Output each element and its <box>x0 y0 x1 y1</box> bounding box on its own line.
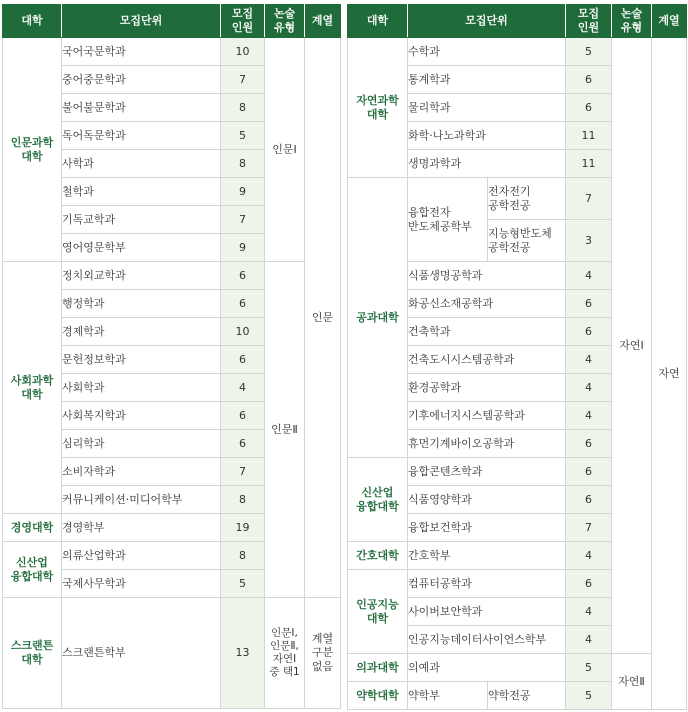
quota-cell: 5 <box>566 682 612 710</box>
quota-cell: 10 <box>221 38 265 66</box>
unit-cell: 불어불문학과 <box>62 94 221 122</box>
header-unit: 모집단위 <box>408 5 566 38</box>
quota-cell: 6 <box>221 402 265 430</box>
college-ai: 인공지능 대학 <box>348 570 408 654</box>
college-sinsaneop-left: 신산업 융합대학 <box>3 542 62 598</box>
unit-cell: 생명과학과 <box>408 150 566 178</box>
unit-cell: 기독교학과 <box>62 206 221 234</box>
quota-cell: 6 <box>566 458 612 486</box>
table-row <box>3 38 341 66</box>
header-quota: 모집 인원 <box>566 5 612 38</box>
college-scranton: 스크랜튼 대학 <box>3 598 62 709</box>
unit-cell: 사학과 <box>62 150 221 178</box>
quota-cell: 6 <box>221 430 265 458</box>
essay-type-inmun1: 인문Ⅰ <box>265 38 305 262</box>
college-uigwa: 의과대학 <box>348 654 408 682</box>
quota-cell: 6 <box>221 262 265 290</box>
unit-cell: 사회학과 <box>62 374 221 402</box>
left-admission-table <box>2 4 341 709</box>
unit-cell: 소비자학과 <box>62 458 221 486</box>
quota-cell: 11 <box>566 122 612 150</box>
quota-cell: 7 <box>221 206 265 234</box>
header-college: 대학 <box>348 5 408 38</box>
quota-cell: 7 <box>221 66 265 94</box>
unit-cell: 휴먼기계바이오공학과 <box>408 430 566 458</box>
quota-cell: 6 <box>221 290 265 318</box>
unit-cell: 커뮤니케이션·미디어학부 <box>62 486 221 514</box>
unit-cell: 식품생명공학과 <box>408 262 566 290</box>
unit-cell: 국어국문학과 <box>62 38 221 66</box>
unit-cell: 식품영양학과 <box>408 486 566 514</box>
quota-cell: 8 <box>221 542 265 570</box>
quota-cell: 5 <box>221 570 265 598</box>
unit-cell: 지능형반도체 공학전공 <box>488 220 566 262</box>
quota-cell: 4 <box>566 262 612 290</box>
unit-cell: 통계학과 <box>408 66 566 94</box>
unit-cell: 인공지능데이터사이언스학부 <box>408 626 566 654</box>
quota-cell: 13 <box>221 598 265 709</box>
header-quota: 모집 인원 <box>221 5 265 38</box>
header-essay: 논술 유형 <box>265 5 305 38</box>
unit-cell: 환경공학과 <box>408 374 566 402</box>
unit-cell: 화학·나노과학과 <box>408 122 566 150</box>
unit-cell: 정치외교학과 <box>62 262 221 290</box>
table-row <box>3 598 341 709</box>
track-scranton: 계열 구분 없음 <box>305 598 341 709</box>
unit-group-semiconductor: 융합전자 반도체공학부 <box>408 178 488 262</box>
college-gyeongyeong: 경영대학 <box>3 514 62 542</box>
unit-cell: 철학과 <box>62 178 221 206</box>
table-row <box>3 262 341 290</box>
unit-cell: 물리학과 <box>408 94 566 122</box>
quota-cell: 4 <box>566 598 612 626</box>
major-cell: 약학전공 <box>488 682 566 710</box>
unit-cell: 심리학과 <box>62 430 221 458</box>
header-college: 대학 <box>3 5 62 38</box>
unit-cell: 건축도시시스템공학과 <box>408 346 566 374</box>
college-jayeon: 자연과학 대학 <box>348 38 408 178</box>
quota-cell: 7 <box>566 178 612 220</box>
quota-cell: 5 <box>566 654 612 682</box>
quota-cell: 6 <box>566 430 612 458</box>
quota-cell: 5 <box>566 38 612 66</box>
quota-cell: 8 <box>221 486 265 514</box>
unit-cell: 경제학과 <box>62 318 221 346</box>
unit-cell: 융합보건학과 <box>408 514 566 542</box>
quota-cell: 6 <box>566 318 612 346</box>
essay-type-jayeon2: 자연Ⅱ <box>612 654 652 710</box>
track-jayeon: 자연 <box>652 38 687 710</box>
unit-cell: 스크랜튼학부 <box>62 598 221 709</box>
header-essay: 논술 유형 <box>612 5 652 38</box>
unit-cell: 수학과 <box>408 38 566 66</box>
header-unit: 모집단위 <box>62 5 221 38</box>
unit-cell: 간호학부 <box>408 542 566 570</box>
header-track: 계열 <box>305 5 341 38</box>
unit-cell: 경영학부 <box>62 514 221 542</box>
table-row <box>348 38 687 66</box>
college-inmun: 인문과학 대학 <box>3 38 62 262</box>
quota-cell: 4 <box>566 374 612 402</box>
quota-cell: 6 <box>566 486 612 514</box>
unit-cell: 국제사무학과 <box>62 570 221 598</box>
quota-cell: 8 <box>221 150 265 178</box>
quota-cell: 4 <box>566 542 612 570</box>
unit-cell: 문헌정보학과 <box>62 346 221 374</box>
quota-cell: 19 <box>221 514 265 542</box>
quota-cell: 7 <box>221 458 265 486</box>
quota-cell: 10 <box>221 318 265 346</box>
quota-cell: 6 <box>566 570 612 598</box>
essay-type-scranton: 인문Ⅰ, 인문Ⅱ, 자연Ⅰ 중 택1 <box>265 598 305 709</box>
quota-cell: 7 <box>566 514 612 542</box>
quota-cell: 6 <box>566 94 612 122</box>
header-row <box>3 5 341 38</box>
unit-cell: 건축학과 <box>408 318 566 346</box>
right-admission-table <box>347 4 687 710</box>
unit-cell: 기후에너지시스템공학과 <box>408 402 566 430</box>
essay-type-inmun2: 인문Ⅱ <box>265 262 305 598</box>
unit-cell: 사이버보안학과 <box>408 598 566 626</box>
essay-type-jayeon1: 자연Ⅰ <box>612 38 652 654</box>
unit-cell: 약학부 <box>408 682 488 710</box>
quota-cell: 5 <box>221 122 265 150</box>
quota-cell: 6 <box>221 346 265 374</box>
unit-cell: 의예과 <box>408 654 566 682</box>
quota-cell: 6 <box>566 290 612 318</box>
college-gonggwa: 공과대학 <box>348 178 408 458</box>
quota-cell: 9 <box>221 178 265 206</box>
quota-cell: 4 <box>566 626 612 654</box>
unit-cell: 영어영문학부 <box>62 234 221 262</box>
quota-cell: 6 <box>566 66 612 94</box>
unit-cell: 행정학과 <box>62 290 221 318</box>
header-row <box>348 5 687 38</box>
college-ganho: 간호대학 <box>348 542 408 570</box>
quota-cell: 4 <box>566 402 612 430</box>
unit-cell: 융합콘텐츠학과 <box>408 458 566 486</box>
unit-cell: 독어독문학과 <box>62 122 221 150</box>
quota-cell: 9 <box>221 234 265 262</box>
quota-cell: 8 <box>221 94 265 122</box>
header-track: 계열 <box>652 5 687 38</box>
quota-cell: 4 <box>566 346 612 374</box>
quota-cell: 4 <box>221 374 265 402</box>
unit-cell: 의류산업학과 <box>62 542 221 570</box>
table-row <box>348 654 687 682</box>
college-sahoe: 사회과학 대학 <box>3 262 62 514</box>
unit-cell: 화공신소재공학과 <box>408 290 566 318</box>
unit-cell: 컴퓨터공학과 <box>408 570 566 598</box>
quota-cell: 11 <box>566 150 612 178</box>
quota-cell: 3 <box>566 220 612 262</box>
unit-cell: 사회복지학과 <box>62 402 221 430</box>
college-sinsaneop-right: 신산업 융합대학 <box>348 458 408 542</box>
unit-cell: 전자전기 공학전공 <box>488 178 566 220</box>
unit-cell: 중어중문학과 <box>62 66 221 94</box>
track-inmun: 인문 <box>305 38 341 598</box>
college-yakhak: 약학대학 <box>348 682 408 710</box>
